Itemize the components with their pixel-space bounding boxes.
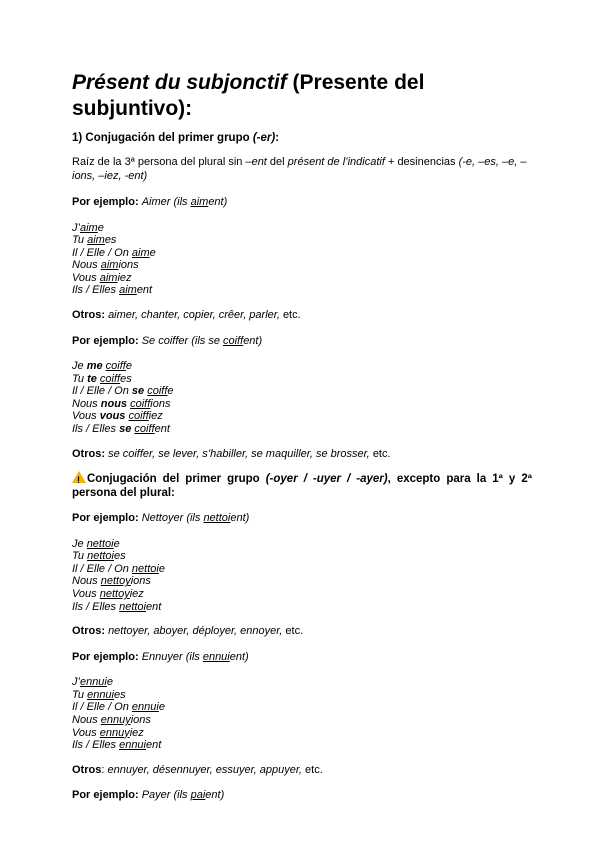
conj-line: Je me coiffe bbox=[72, 360, 132, 373]
others-etc: etc. bbox=[282, 309, 301, 322]
conj-line: Tu nettoies bbox=[72, 550, 126, 563]
others-aimer bbox=[72, 309, 532, 323]
example-verb: Payer (ils paient) bbox=[141, 789, 225, 802]
section2-a: Conjugación del primer grupo bbox=[87, 473, 266, 486]
root-d: présent de l’indicatif bbox=[287, 156, 385, 168]
others-ennuyer: Otros: ennuyer, désennuyer, essuyer, appuyer, etc. bbox=[72, 763, 323, 776]
example-label: Por ejemplo: bbox=[72, 789, 139, 802]
others-label: Otros bbox=[72, 763, 102, 776]
conj-line: Nous ennuyions bbox=[72, 713, 151, 726]
others-list: aimer, chanter, copier, crêer, parler, bbox=[108, 309, 280, 322]
conj-line: Il / Elle / On aime bbox=[72, 246, 156, 259]
conj-line: J’ennuie bbox=[72, 676, 113, 689]
section-heading-1 bbox=[72, 132, 532, 144]
example-label: Por ejemplo: bbox=[72, 334, 139, 347]
conj-line: Je nettoie bbox=[72, 537, 120, 550]
conj-line: Tu ennuies bbox=[72, 688, 126, 701]
example-heading-nettoyer bbox=[72, 512, 532, 526]
root-rule-paragraph bbox=[72, 156, 532, 183]
example-label: Por ejemplo: bbox=[72, 196, 139, 208]
conj-line: Vous vous coiffiez bbox=[72, 410, 163, 423]
page-title bbox=[72, 70, 532, 122]
others-label: Otros: bbox=[72, 447, 105, 460]
others-nettoyer bbox=[72, 625, 532, 639]
conj-line: Tu aimes bbox=[72, 234, 117, 247]
conj-line: Tu te coiffes bbox=[72, 372, 132, 385]
conj-line: Vous aimiez bbox=[72, 271, 132, 284]
others-list: se coiffer, se lever, s’habiller, se maquiller, se brosser, bbox=[108, 447, 370, 460]
root-b: –ent bbox=[245, 156, 267, 168]
others-list: ennuyer, désennuyer, essuyer, appuyer, bbox=[107, 763, 302, 776]
conj-line: Il / Elle / On ennuie bbox=[72, 701, 165, 714]
conj-line: Ils / Elles ennuient bbox=[72, 739, 162, 752]
conj-line: Ils / Elles nettoient bbox=[72, 600, 162, 613]
section2-c: , excepto para la 1ª y 2ª persona del plural: bbox=[72, 473, 532, 500]
example-heading-se-coiffer bbox=[72, 335, 532, 349]
example-heading-aimer bbox=[72, 196, 532, 210]
root-f: (-e, –es, –e, –ions, –iez, -ent) bbox=[72, 156, 527, 182]
section1-end: : bbox=[275, 132, 280, 144]
example-label: Por ejemplo: bbox=[72, 512, 139, 525]
conj-line: Nous nous coiffions bbox=[72, 397, 171, 410]
section2-b: (-oyer / -uyer / -ayer) bbox=[265, 473, 388, 486]
warning-icon bbox=[72, 471, 86, 483]
conj-line: Il / Elle / On se coiffe bbox=[72, 385, 174, 398]
root-c: del bbox=[266, 156, 288, 168]
document-page bbox=[72, 70, 532, 803]
example-heading-ennuyer bbox=[72, 651, 532, 665]
conj-line: Vous nettoyiez bbox=[72, 588, 144, 600]
conj-line: Nous aimions bbox=[72, 259, 139, 272]
example-verb: Nettoyer (ils nettoient) bbox=[141, 512, 250, 525]
example-heading-payer bbox=[72, 789, 532, 803]
section-heading-2 bbox=[72, 471, 532, 500]
others-label: Otros: bbox=[72, 625, 105, 638]
others-etc: etc. bbox=[285, 625, 304, 638]
others-se-coiffer bbox=[72, 448, 532, 462]
section1-italic: (-er) bbox=[252, 132, 276, 144]
example-label: Por ejemplo: bbox=[72, 650, 139, 663]
conj-line: J’aime bbox=[72, 221, 104, 234]
section1-text: 1) Conjugación del primer grupo bbox=[72, 132, 253, 144]
conjugation-ennuyer bbox=[72, 676, 532, 752]
root-e: + desinencias bbox=[384, 156, 459, 168]
conj-line: Il / Elle / On nettoie bbox=[72, 562, 165, 575]
others-etc: etc. bbox=[372, 447, 391, 460]
example-verb: Ennuyer (ils ennuient) bbox=[141, 650, 249, 663]
conj-line: Nous nettoyions bbox=[72, 575, 151, 588]
conjugation-nettoyer bbox=[72, 538, 532, 614]
others-etc: etc. bbox=[305, 763, 323, 776]
title-rest: (Presente del subjuntivo): bbox=[72, 71, 425, 120]
conjugation-aimer bbox=[72, 222, 532, 298]
others-label: Otros: bbox=[72, 309, 105, 322]
conj-line: Ils / Elles aiment bbox=[72, 284, 153, 297]
example-verb: Se coiffer (ils se coiffent) bbox=[141, 334, 263, 347]
example-verb: Aimer (ils aiment) bbox=[141, 196, 228, 208]
conjugation-se-coiffer bbox=[72, 360, 532, 436]
others-list: nettoyer, aboyer, déployer, ennoyer, bbox=[108, 625, 283, 638]
root-a: Raíz de la 3ª persona del plural sin bbox=[72, 156, 246, 168]
conj-line: Vous ennuyiez bbox=[72, 726, 144, 739]
title-italic: Présent du subjonctif bbox=[72, 71, 287, 94]
conj-line: Ils / Elles se coiffent bbox=[72, 423, 170, 436]
